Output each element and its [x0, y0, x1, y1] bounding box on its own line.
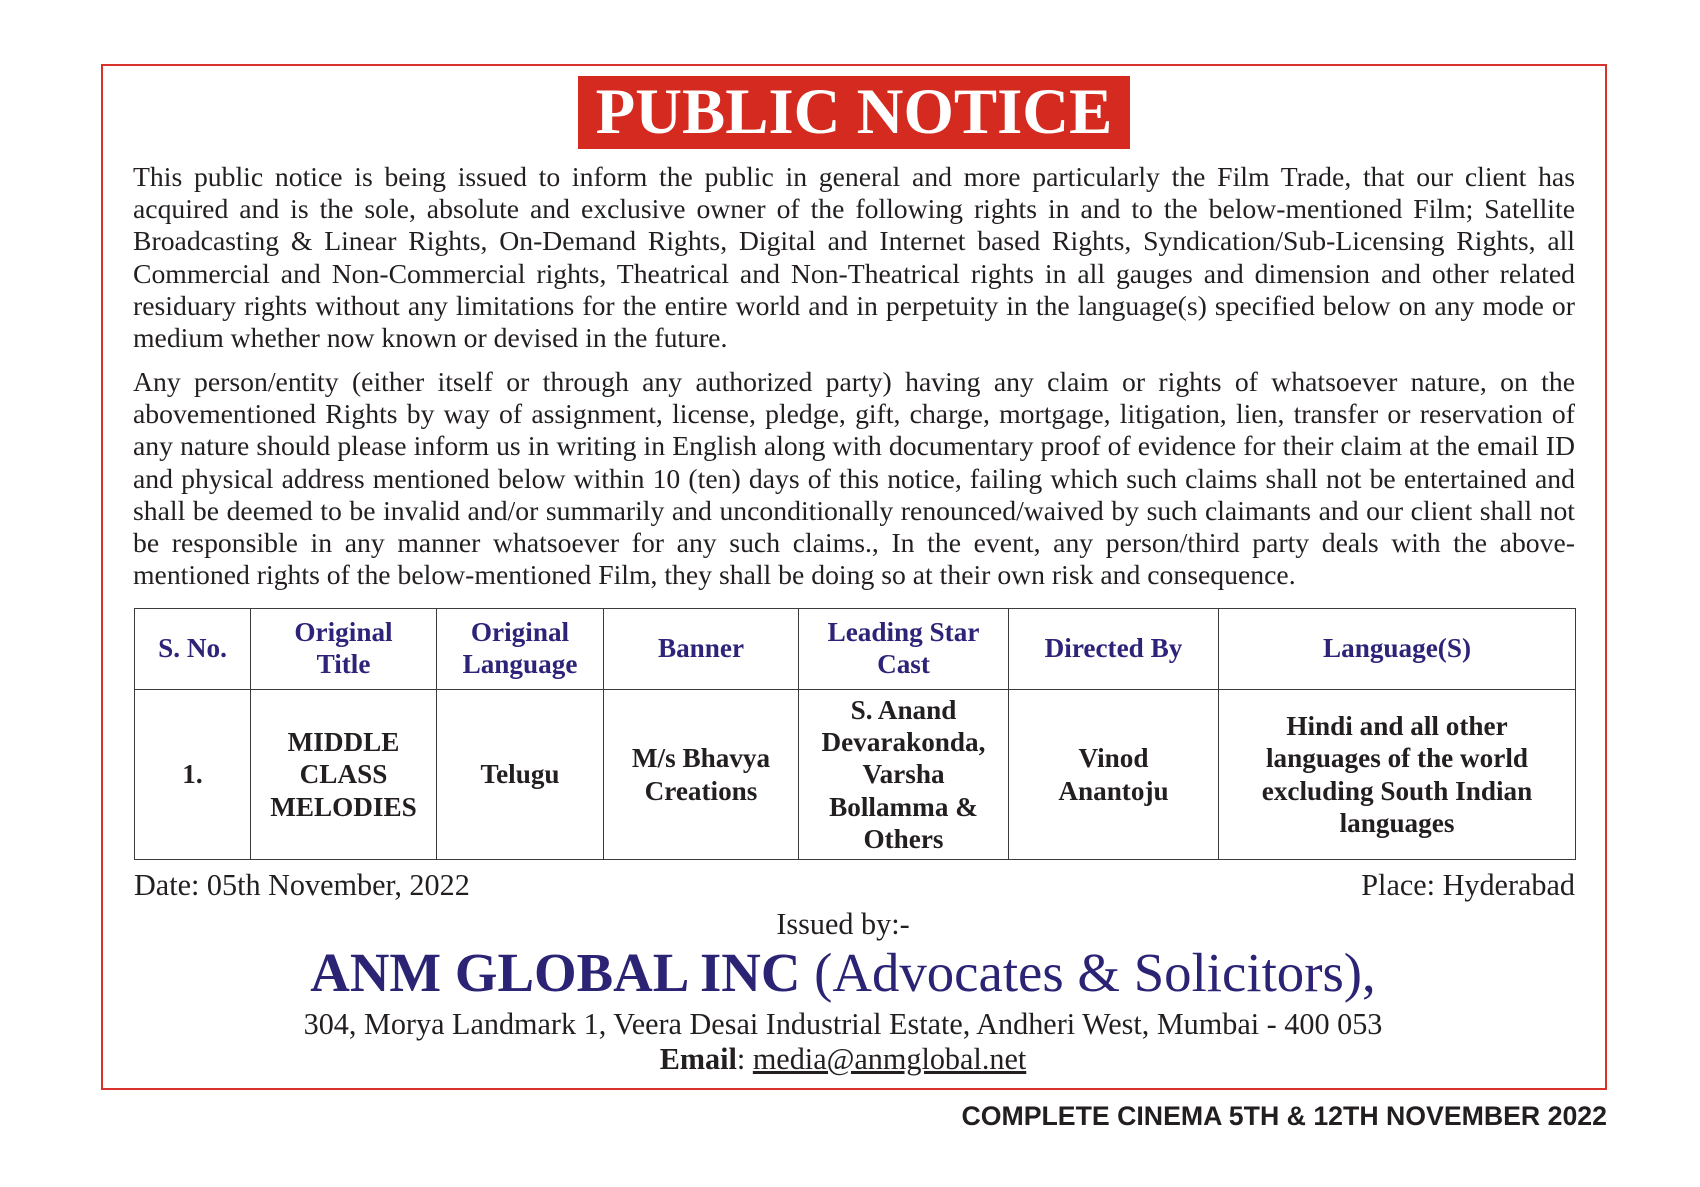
notice-title: PUBLIC NOTICE: [578, 76, 1130, 149]
cell-text: Hindi and all other languages of the world excluding South Indian languages: [1261, 710, 1533, 838]
rights-table: [134, 608, 1576, 860]
column-header-label: Directed By: [1044, 633, 1183, 664]
column-header-original-title: [251, 609, 437, 690]
column-header-label: Banner: [657, 633, 745, 664]
column-header-label: Leading Star Cast: [827, 617, 980, 679]
cell-text: MIDDLE CLASS MELODIES: [270, 727, 417, 822]
column-header-label: S. No.: [158, 633, 227, 664]
table-header-row: [135, 609, 1576, 690]
column-header-leading-star-cast: [799, 609, 1009, 690]
notice-paragraph-2: Any person/entity (either itself or through any authorized party) having any claim or rights of whatsoever nature, on the abovementioned Rights by way of assignment, license, pledge, gift, charge, mortgage, litigation, lien, transfer or reservation of any nature should please inform us in writing in English along with documentary proof of evidence for their claim at the email ID and physical address mentioned below within 10 (ten) days of this notice, failing which such claims shall not be entertained and shall be deemed to be invalid and/or summarily and unconditionally renounced/waived by such claimants and our client shall not be responsible in any manner whatsoever for any such claims., In the event, any person/third party deals with the above-mentioned rights of the below-mentioned Film, they shall be doing so at their own risk and consequence.: [133, 365, 1575, 591]
cell-text: S. Anand Devarakonda, Varsha Bollamma & Others: [821, 694, 986, 854]
cell-leading-star-cast: [799, 690, 1009, 860]
firm-address: 304, Morya Landmark 1, Veera Desai Industrial Estate, Andheri West, Mumbai - 400 053: [303, 1007, 1383, 1041]
column-header-label: Original Title: [294, 617, 393, 679]
publication-footer: COMPLETE CINEMA 5TH & 12TH NOVEMBER 2022: [961, 1101, 1607, 1131]
notice-body: [133, 161, 1575, 591]
cell-s-no: [135, 690, 251, 860]
email-link[interactable]: media@anmglobal.net: [752, 1042, 1027, 1076]
column-header-s-no: [135, 609, 251, 690]
cell-original-title: [251, 690, 437, 860]
issued-by-label: Issued by:-: [776, 907, 910, 941]
column-header-languages: [1219, 609, 1576, 690]
cell-text: M/s Bhavya Creations: [631, 743, 771, 806]
email-label: Email: [659, 1042, 737, 1076]
firm-descriptor: (Advocates & Solicitors),: [814, 942, 1376, 1003]
cell-text: 1.: [182, 759, 203, 790]
firm-line: [0, 943, 1686, 1003]
cell-text: Telugu: [480, 759, 560, 790]
cell-languages: [1219, 690, 1576, 860]
cell-text: Vinod Anantoju: [1058, 743, 1169, 806]
notice-paragraph-1: This public notice is being issued to inform the public in general and more particularly the Film Trade, that our client has acquired and is the sole, absolute and exclusive owner of the following rights in and to the below-mentioned Film; Satellite Broadcasting & Linear Rights, On-Demand Rights, Digital and Internet based Rights, Syndication/Sub-Licensing Rights, all Commercial and Non-Commercial rights, Theatrical and Non-Theatrical rights in all gauges and dimension and other related residuary rights without any limitations for the entire world and in perpetuity in the language(s) specified below on any mode or medium whether now known or devised in the future.: [133, 161, 1575, 354]
cell-original-language: [437, 690, 604, 860]
column-header-banner: [604, 609, 799, 690]
column-header-original-language: [437, 609, 604, 690]
notice-place: Place: Hyderabad: [1361, 868, 1575, 902]
column-header-directed-by: [1009, 609, 1219, 690]
firm-name: ANM GLOBAL INC: [310, 942, 801, 1003]
email-separator: :: [736, 1042, 753, 1076]
column-header-label: Language(S): [1322, 633, 1472, 664]
cell-banner: [604, 690, 799, 860]
notice-date: Date: 05th November, 2022: [134, 868, 470, 902]
cell-directed-by: [1009, 690, 1219, 860]
table-row: [135, 690, 1576, 860]
column-header-label: Original Language: [462, 617, 578, 679]
email-line: [0, 1042, 1686, 1076]
date-place-row: [134, 868, 1575, 902]
